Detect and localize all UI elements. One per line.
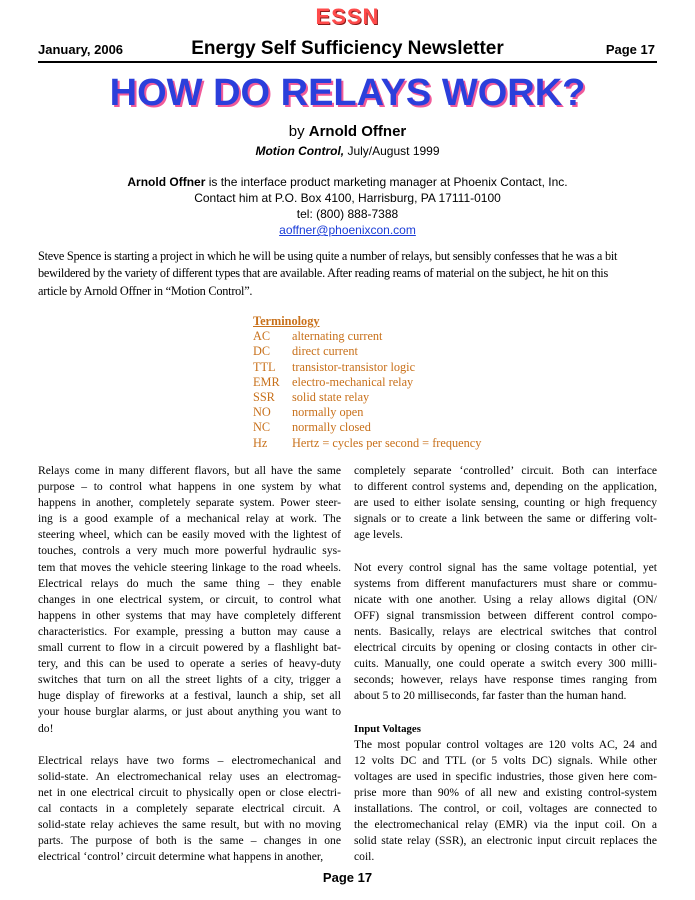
- header-divider: [38, 61, 657, 63]
- text-line: voltages are used in specific industries, those given here com-: [354, 769, 657, 783]
- terminology-box: [253, 314, 481, 451]
- text-line: seconds; however, relays have response times ranging from: [354, 673, 657, 687]
- paragraph-gap: [38, 737, 341, 753]
- text-line: electrical circuits by opening or closing contacts in other cir-: [354, 641, 657, 655]
- text-line: parts. The purpose of both is the same – changes in one: [38, 834, 341, 848]
- term-abbr: AC: [253, 329, 271, 344]
- text-line: your house burglar alarms, or just about anything you want to: [38, 705, 341, 719]
- term-meaning: Hertz = cycles per second = frequency: [292, 435, 482, 450]
- text-line: electrical ‘control’ circuit determine what happens in another,: [38, 850, 324, 864]
- byline: [0, 123, 695, 140]
- text-line: completely separate ‘controlled’ circuit. Both can interface: [354, 464, 657, 477]
- text-line: Relays come in many different flavors, but all have the same: [38, 464, 341, 477]
- intro-line: Steve Spence is starting a project in which he will be using quite a number of relays, but sensibly confesses that he was a bit: [38, 249, 618, 263]
- text-line: nicate with one another. Using a relay allows digital (ON/: [354, 592, 657, 606]
- text-line: net in one electrical circuit to physically open or close electri-: [38, 785, 341, 799]
- right-paragraph-1: [354, 463, 657, 543]
- newsletter-title: Energy Self Sufficiency Newsletter: [191, 38, 504, 59]
- text-line: nents. Basically, relays are electrical switches that control: [354, 624, 657, 638]
- terminology-heading: Terminology: [253, 314, 320, 328]
- text-line: age levels.: [354, 528, 403, 542]
- text-line: characteristics. For example, pressing a button may cause a: [38, 624, 341, 638]
- term-abbr: NO: [253, 405, 271, 420]
- term-row: [253, 436, 481, 451]
- term-row: [253, 390, 481, 405]
- term-row: [253, 329, 481, 344]
- text-line: solid state relay (SSR), an electronic input circuit replaces the: [354, 834, 657, 848]
- text-line: coil.: [354, 850, 375, 864]
- source-citation: [0, 144, 695, 158]
- intro-line: article by Arnold Offner in “Motion Control”.: [38, 283, 253, 298]
- text-line: changes in one electrical system, or circuit, to control what: [38, 592, 341, 606]
- author-name: Arnold Offner: [308, 123, 407, 140]
- text-line: 12 volts DC and TTL (or 5 volts DC) signals. While other: [354, 753, 657, 767]
- text-line: tery, and this can be used to operate a series of heavy-duty: [38, 657, 341, 671]
- byline-by: by: [288, 123, 305, 140]
- text-line: about 5 to 20 milliseconds, far faster than the human hand.: [354, 689, 627, 703]
- text-line: switches that turn on all the street lights of a city, trigger a: [38, 673, 341, 687]
- bio-line-1: [0, 174, 695, 190]
- bio-name: Arnold Offner: [127, 175, 206, 189]
- bio-role: is the interface product marketing manager at Phoenix Contact, Inc.: [205, 175, 568, 189]
- bio-phone: tel: (800) 888-7388: [296, 207, 399, 221]
- term-meaning: normally open: [292, 405, 364, 420]
- term-meaning: electro-mechanical relay: [292, 374, 414, 389]
- footer-page-number: Page 17: [322, 870, 373, 885]
- bio-email-link[interactable]: aoffner@phoenixcon.com: [279, 223, 416, 237]
- article-title: HOW DO RELAYS WORK?: [109, 72, 586, 114]
- left-paragraph-2: [38, 753, 341, 866]
- text-line: Electrical relays do much the same thing – they enable: [38, 576, 341, 590]
- text-line: to different control systems and, depending on the application,: [354, 480, 657, 494]
- text-line: ing is a good example of a mechanical relay at work. The: [38, 512, 341, 526]
- term-abbr: EMR: [253, 374, 280, 389]
- term-meaning: direct current: [292, 344, 358, 359]
- term-abbr: Hz: [253, 435, 268, 450]
- term-row: [253, 344, 481, 359]
- term-abbr: SSR: [253, 390, 275, 405]
- text-line: Not every control signal has the same voltage potential, yet: [354, 560, 657, 574]
- text-line: huge display of fireworks at a festival, launch a ship, set all: [38, 689, 341, 703]
- right-paragraph-3: [354, 737, 657, 866]
- text-line: do!: [38, 721, 54, 735]
- text-line: Electrical relays have two forms – electromechanical and: [38, 753, 341, 767]
- term-meaning: normally closed: [292, 420, 371, 435]
- intro-paragraph: [38, 248, 656, 300]
- left-paragraph-1: [38, 463, 341, 737]
- text-line: solid-state relay achieves the same result, but with no moving: [38, 818, 341, 832]
- text-line: cuits. Manually, one could operate a switch every 300 milli-: [354, 657, 657, 671]
- text-line: purpose – to control what happens in one system by what: [38, 480, 341, 494]
- publication-name: Motion Control,: [255, 144, 345, 158]
- term-row: [253, 405, 481, 420]
- term-row: [253, 375, 481, 390]
- text-line: tem that moves the vehicle steering linkage to the road wheels.: [38, 560, 341, 574]
- term-meaning: transistor-transistor logic: [292, 359, 416, 374]
- text-line: installations. The control, or coil, voltages are connected to: [354, 801, 657, 815]
- text-line: steering wheel, which can be easily moved with the lightest of: [38, 528, 341, 542]
- paragraph-gap: [354, 543, 657, 559]
- text-line: systems from different manufacturers must share or commu-: [354, 576, 657, 590]
- issue-date: January, 2006: [38, 42, 124, 57]
- term-abbr: TTL: [253, 359, 276, 374]
- text-line: solid-state. An electromechanical relay uses an electromag-: [38, 769, 341, 783]
- bio-address: Contact him at P.O. Box 4100, Harrisburg, PA 17111-0100: [194, 191, 501, 205]
- right-paragraph-2: [354, 560, 657, 705]
- text-line: happens in other systems that may have completely different: [38, 608, 341, 622]
- essn-logo: ESSN: [315, 4, 380, 29]
- term-row: [253, 360, 481, 375]
- term-meaning: alternating current: [292, 329, 383, 344]
- text-line: are used to either isolate sensing, counting or high frequency: [354, 496, 657, 510]
- term-row: [253, 420, 481, 435]
- right-column: [354, 463, 657, 865]
- text-line: OFF) signal transmission between different control compo-: [354, 608, 657, 622]
- text-line: The most popular control voltages are 120 volts AC, 24 and: [354, 737, 657, 751]
- text-line: small current to flow in a circuit powered by a flashlight bat-: [38, 641, 341, 655]
- intro-line: bewildered by the variety of different types that are available. After reading reams of material on the subject, he hit on this: [38, 266, 609, 281]
- text-line: signals or to create a link between the same or differing volt-: [354, 512, 657, 526]
- header-page-number: Page 17: [605, 42, 655, 57]
- term-abbr: NC: [253, 420, 271, 435]
- text-line: cal contacts in a completely separate electrical circuit. A: [38, 801, 341, 815]
- left-column: [38, 463, 341, 865]
- text-line: touches, controls a very much more powerful hydraulic sys-: [38, 544, 341, 558]
- text-line: happens in another, completely separate system. Power steer-: [38, 496, 341, 510]
- text-line: the electromechanical relay (EMR) via the input coil. On a: [354, 818, 657, 832]
- author-bio: [0, 174, 695, 238]
- term-meaning: solid state relay: [292, 390, 370, 405]
- subheading-input-voltages: Input Voltages: [354, 722, 421, 735]
- text-line: prise more than 90% of all new and existing control-system: [354, 785, 657, 799]
- publication-issue: July/August 1999: [347, 144, 440, 158]
- paragraph-gap: [354, 704, 657, 720]
- term-abbr: DC: [253, 344, 271, 359]
